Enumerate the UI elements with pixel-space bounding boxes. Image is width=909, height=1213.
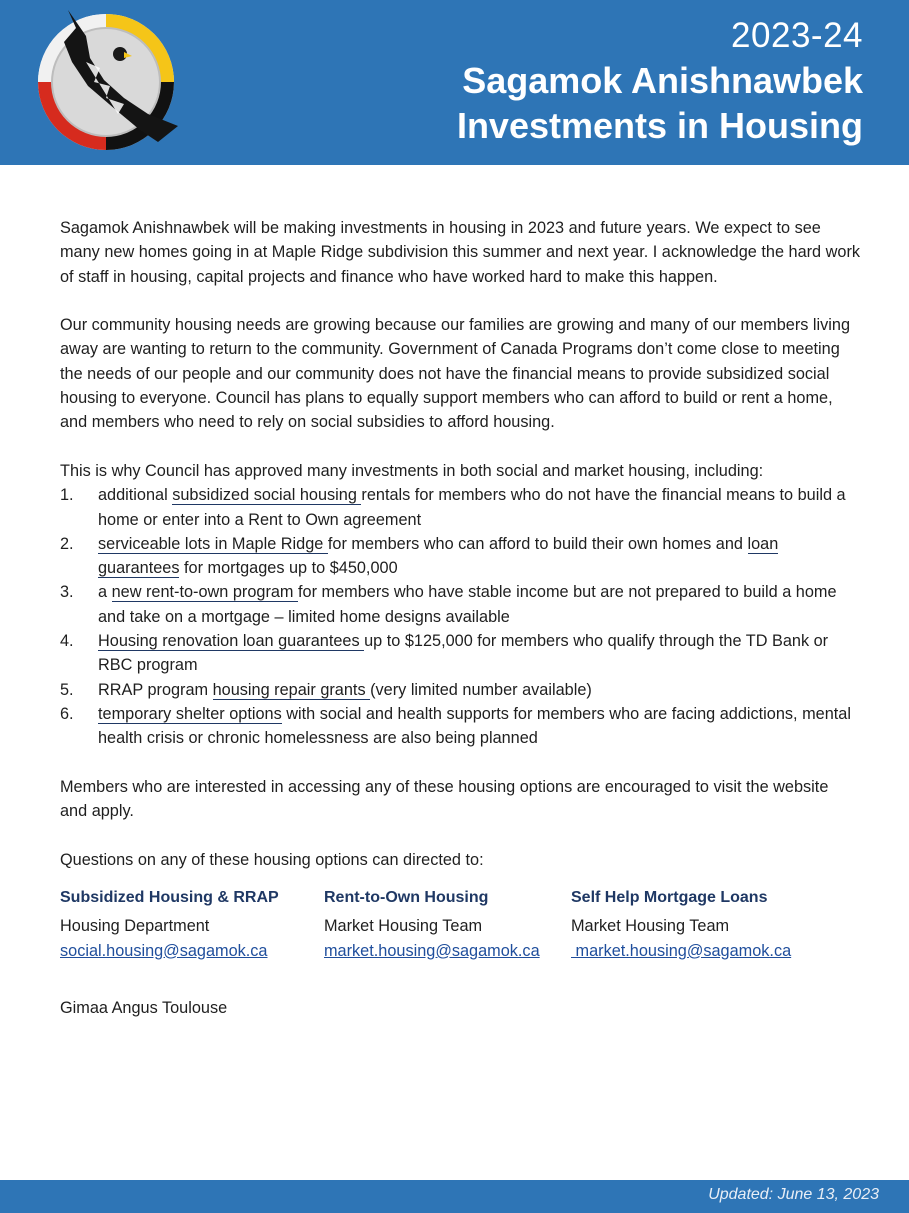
- housing-repair-grants-link[interactable]: housing repair grants: [212, 680, 371, 699]
- contact-department: Housing Department: [60, 917, 210, 936]
- investments-list: [60, 483, 860, 750]
- item-text: rentals for members who do not have the financial means to build a home or enter into a Rent to Own agreement: [98, 486, 846, 529]
- list-item: [60, 483, 860, 532]
- contact-heading: Subsidized Housing & RRAP: [60, 889, 279, 907]
- loan-guarantees-link[interactable]: loan guarantees: [98, 534, 779, 578]
- contact-heading: Rent-to-Own Housing: [324, 889, 489, 907]
- intro-paragraph-3: This is why Council has approved many investments in both social and market housing, including:: [60, 461, 764, 480]
- list-number: 2.: [60, 534, 74, 553]
- mortgage-loans-email-link[interactable]: market.housing@sagamok.ca: [571, 941, 792, 960]
- intro-paragraph-1: Sagamok Anishnawbek will be making investments in housing in 2023 and future years. We expect to see many new homes going in at Maple Ridge subdivision this summer and next year. I acknowledge the hard work of staff in housing, capital projects and finance who have worked hard to make this happen.: [60, 219, 861, 286]
- letter-body: [60, 216, 860, 1020]
- list-number: 3.: [60, 583, 74, 602]
- header-banner: [0, 0, 909, 165]
- updated-date: Updated: June 13, 2023: [708, 1186, 879, 1203]
- signature: Gimaa Angus Toulouse: [60, 999, 228, 1018]
- title-line-2: Investments in Housing: [456, 105, 863, 146]
- list-item: [60, 580, 860, 629]
- list-item: [60, 532, 860, 581]
- footer-banner: [0, 1180, 909, 1213]
- temporary-shelter-options-link[interactable]: temporary shelter options: [98, 704, 282, 723]
- contact-mortgage-loans: [571, 886, 791, 963]
- list-number: 4.: [60, 632, 74, 651]
- eagle-medicine-wheel-logo-icon: [28, 2, 188, 162]
- item-text: up to $125,000 for members who qualify through the TD Bank or RBC program: [98, 632, 829, 675]
- item-text: for mortgages up to $450,000: [179, 559, 398, 578]
- list-number: 6.: [60, 704, 74, 723]
- list-item: [60, 678, 860, 702]
- contact-department: Market Housing Team: [324, 917, 483, 936]
- item-text: additional: [98, 486, 173, 505]
- closing-paragraph-2: Questions on any of these housing options can directed to:: [60, 850, 484, 869]
- title-line-1: Sagamok Anishnawbek: [462, 60, 863, 101]
- contact-subsidized-housing: [60, 886, 279, 963]
- list-item: [60, 702, 860, 751]
- social-housing-email-link[interactable]: social.housing@sagamok.ca: [60, 941, 268, 960]
- list-item: [60, 629, 860, 678]
- closing-paragraph-1: Members who are interested in accessing any of these housing options are encouraged to visit the website and apply.: [60, 777, 829, 821]
- page-title: [457, 58, 863, 148]
- item-text: RRAP program: [98, 680, 213, 699]
- market-housing-email-link[interactable]: market.housing@sagamok.ca: [324, 941, 540, 960]
- renovation-loan-guarantees-link[interactable]: Housing renovation loan guarantees: [98, 632, 365, 651]
- item-text: a: [98, 583, 112, 602]
- item-text: (very limited number available): [370, 680, 592, 699]
- report-year: 2023-24: [731, 16, 863, 55]
- item-text: for members who have stable income but are not prepared to build a home and take on a mortgage – limited home designs available: [98, 583, 837, 626]
- item-text: for members who can afford to build their own homes and: [327, 534, 748, 553]
- list-number: 1.: [60, 486, 74, 505]
- contact-heading: Self Help Mortgage Loans: [571, 889, 768, 907]
- contact-rent-to-own: [324, 886, 540, 963]
- contacts-section: [60, 886, 860, 966]
- item-text: with social and health supports for members who are facing addictions, mental health crisis or chronic homelessness are also being planned: [98, 704, 851, 748]
- rent-to-own-program-link[interactable]: new rent-to-own program: [111, 583, 299, 602]
- intro-paragraph-2: Our community housing needs are growing because our families are growing and many of our members living away are wanting to return to the community. Government of Canada Programs don’t come close to meeting the needs of our people and our community does not have the financial means to provide subsidized social housing to everyone. Council has plans to equally support members who can afford to build or rent a home, and members who need to rely on social subsidies to afford housing.: [60, 316, 851, 432]
- list-number: 5.: [60, 680, 74, 699]
- contact-department: Market Housing Team: [571, 917, 730, 936]
- subsidized-social-housing-link[interactable]: subsidized social housing: [172, 486, 362, 505]
- serviceable-lots-link[interactable]: serviceable lots in Maple Ridge: [98, 534, 328, 553]
